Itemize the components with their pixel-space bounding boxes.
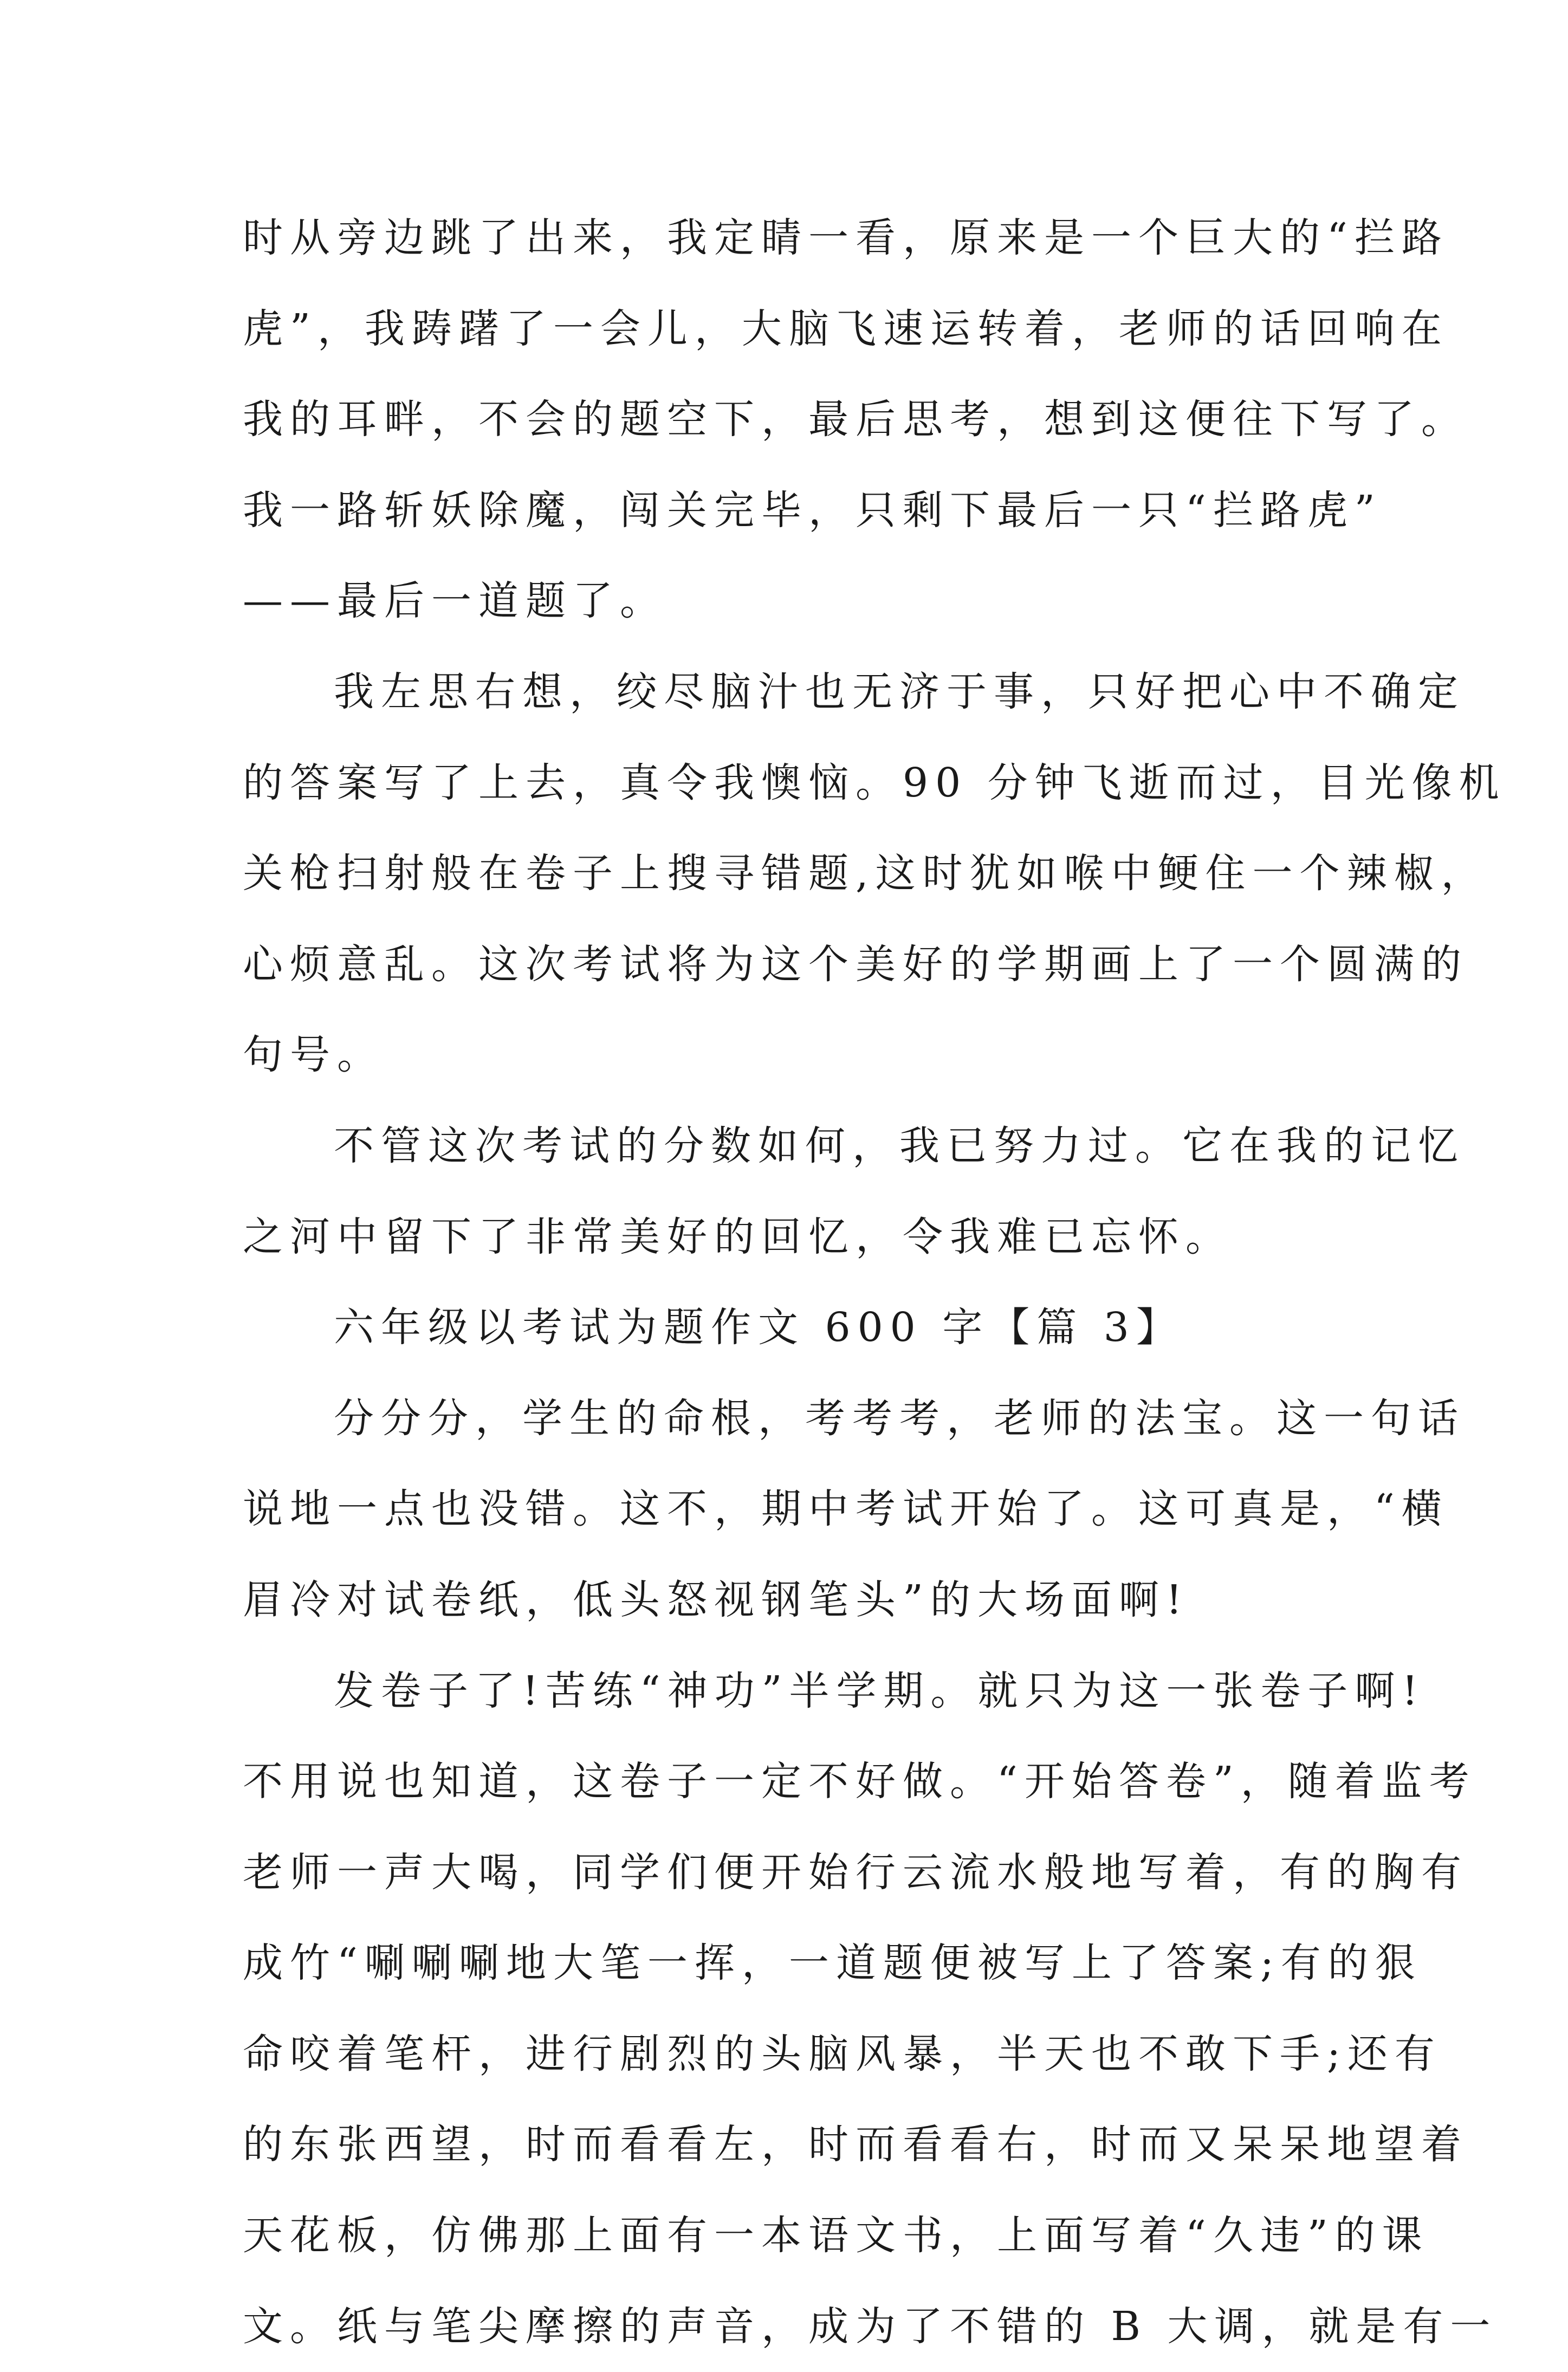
text-line: 我一路斩妖除魔，闯关完毕，只剩下最后一只“拦路虎” xyxy=(243,487,1382,534)
text-line: 命咬着笔杆，进行剧烈的头脑风暴，半天也不敢下手;还有 xyxy=(243,2030,1442,2077)
text-line: 文。纸与笔尖摩擦的声音，成为了不错的 B 大调，就是有一 xyxy=(243,2303,1498,2350)
text-line: ——最后一道题了。 xyxy=(243,578,667,625)
text-line: 的东张西望，时而看看左，时而看看右，时而又呆呆地望着 xyxy=(243,2121,1468,2168)
text-line: 老师一声大喝，同学们便开始行云流水般地写着，有的胸有 xyxy=(243,1849,1468,1896)
paragraph-first-line: 发卷子了!苦练“神功”半学期。就只为这一张卷子啊! xyxy=(334,1667,1426,1714)
text-line: 说地一点也没错。这不，期中考试开始了。这可真是，“横 xyxy=(243,1486,1449,1533)
section-heading: 六年级以考试为题作文 600 字【篇 3】 xyxy=(334,1304,1183,1351)
text-line: 天花板，仿佛那上面有一本语文书，上面写着“久违”的课 xyxy=(243,2212,1429,2259)
essay-body xyxy=(243,193,1506,2372)
text-line: 句号。 xyxy=(243,1032,384,1079)
paragraph-first-line: 分分分，学生的命根，考考考，老师的法宝。这一句话 xyxy=(334,1395,1465,1442)
text-line: 时从旁边跳了出来，我定睛一看，原来是一个巨大的“拦路 xyxy=(243,215,1449,261)
text-line: 眉冷对试卷纸，低头怒视钢笔头”的大场面啊! xyxy=(243,1576,1189,1623)
text-line: 关枪扫射般在卷子上搜寻错题,这时犹如喉中鲠住一个辣椒， xyxy=(243,850,1488,897)
text-line: 不用说也知道，这卷子一定不好做。“开始答卷”，随着监考 xyxy=(243,1758,1476,1805)
text-line: 心烦意乱。这次考试将为这个美好的学期画上了一个圆满的 xyxy=(243,941,1468,988)
text-line: 成竹“唰唰唰地大笔一挥，一道题便被写上了答案;有的狠 xyxy=(243,1940,1422,1987)
text-line: 的答案写了上去，真令我懊恼。90 分钟飞逝而过，目光像机 xyxy=(243,759,1506,806)
paragraph-first-line: 我左思右想，绞尽脑汁也无济于事，只好把心中不确定 xyxy=(334,668,1465,715)
text-line: 虎”，我踌躇了一会儿，大脑飞速运转着，老师的话回响在 xyxy=(243,305,1449,352)
paragraph-first-line: 不管这次考试的分数如何，我已努力过。它在我的记忆 xyxy=(334,1122,1465,1169)
text-line: 之河中留下了非常美好的回忆，令我难已忘怀。 xyxy=(243,1213,1233,1260)
text-line: 我的耳畔，不会的题空下，最后思考，想到这便往下写了。 xyxy=(243,396,1468,443)
